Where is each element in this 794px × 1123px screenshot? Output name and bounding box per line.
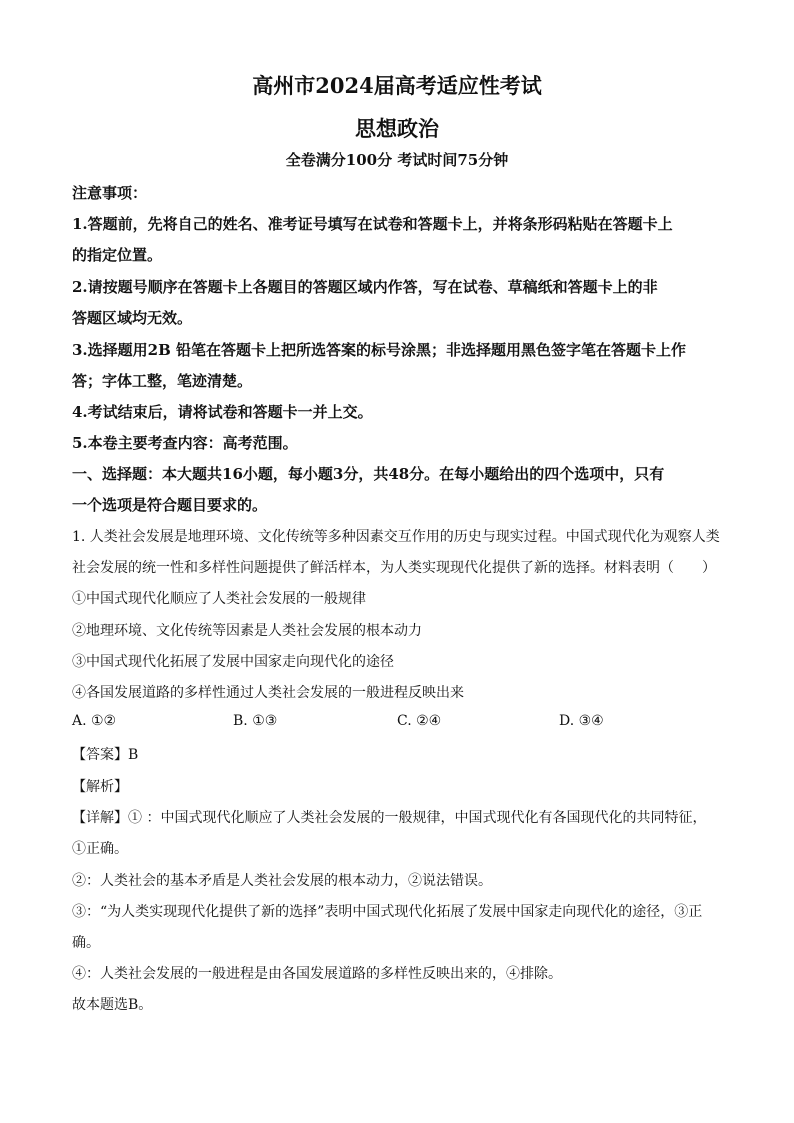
detail-text-1: ① ：中国式现代化顺应了人类社会发展的一般规律，中国式现代化有各国现代化的共同特征， [128, 810, 707, 826]
question-1-stem: 1. 人类社会发展是地理环境、文化传统等多种因素交互作用的历史与现实过程。中国式现代化为观察人类 [72, 529, 720, 545]
option-a: A. ①② [72, 713, 117, 729]
statement-3: ③中国式现代化拓展了发展中国家走向现代化的途径 [72, 654, 394, 670]
analysis-label: 【解析】 [72, 779, 128, 795]
notice-item-5: 5.本卷主要考查内容：高考范围。 [72, 434, 298, 452]
detail-line-2: ②：人类社会的基本矛盾是人类社会发展的根本动力，②说法错误。 [72, 873, 492, 889]
exam-title: 高州市2024届高考适应性考试 [252, 73, 542, 98]
exam-info: 全卷满分100分 考试时间75分钟 [285, 151, 509, 169]
notice-item-4: 4.考试结束后，请将试卷和答题卡一并上交。 [72, 403, 373, 421]
answer-line [72, 744, 732, 764]
option-b: B. ①③ [233, 713, 278, 729]
statement-4: ④各国发展道路的多样性通过人类社会发展的一般进程反映出来 [72, 685, 464, 701]
subject-title: 思想政治 [355, 116, 439, 141]
option-c: C. ②④ [397, 713, 442, 729]
notice-item-3-cont: 答；字体工整，笔迹清楚。 [72, 372, 253, 390]
notice-heading: 注意事项： [72, 184, 148, 202]
detail-line-5: 故本题选B。 [72, 997, 153, 1013]
notice-item-3: 3.选择题用2B 铅笔在答题卡上把所选答案的标号涂黑；非选择题用黑色签字笔在答题卡上作 [72, 341, 687, 359]
option-d: D. ③④ [559, 713, 604, 729]
statement-2: ②地理环境、文化传统等因素是人类社会发展的根本动力 [72, 623, 422, 639]
detail-line-1 [72, 807, 732, 827]
detail-line-3: ③：“为人类实现现代化提供了新的选择”表明中国式现代化拓展了发展中国家走向现代化的途径，③正 [72, 904, 703, 920]
detail-line-3-cont: 确。 [72, 935, 100, 951]
question-1-stem-cont: 社会发展的统一性和多样性问题提供了鲜活样本，为人类实现现代化提供了新的选择。材料表明（ ） [72, 560, 716, 576]
detail-line-1-cont: ①正确。 [72, 841, 128, 857]
answer-value: B [128, 747, 139, 763]
detail-line-4: ④：人类社会发展的一般进程是由各国发展道路的多样性反映出来的，④排除。 [72, 966, 562, 982]
notice-item-1-cont: 的指定位置。 [72, 246, 163, 264]
notice-item-1: 1.答题前，先将自己的姓名、准考证号填写在试卷和答题卡上，并将条形码粘贴在答题卡上 [72, 215, 673, 233]
statement-1: ①中国式现代化顺应了人类社会发展的一般规律 [72, 591, 366, 607]
notice-item-2: 2.请按题号顺序在答题卡上各题目的答题区域内作答，写在试卷、草稿纸和答题卡上的非 [72, 278, 658, 296]
section-heading: 一、选择题：本大题共16小题，每小题3分，共48分。在每小题给出的四个选项中，只有 [72, 465, 665, 483]
notice-item-2-cont: 答题区域均无效。 [72, 309, 193, 327]
detail-label: 【详解】 [72, 810, 128, 826]
answer-label: 【答案】 [72, 747, 128, 763]
section-heading-cont: 一个选项是符合题目要求的。 [72, 496, 268, 514]
